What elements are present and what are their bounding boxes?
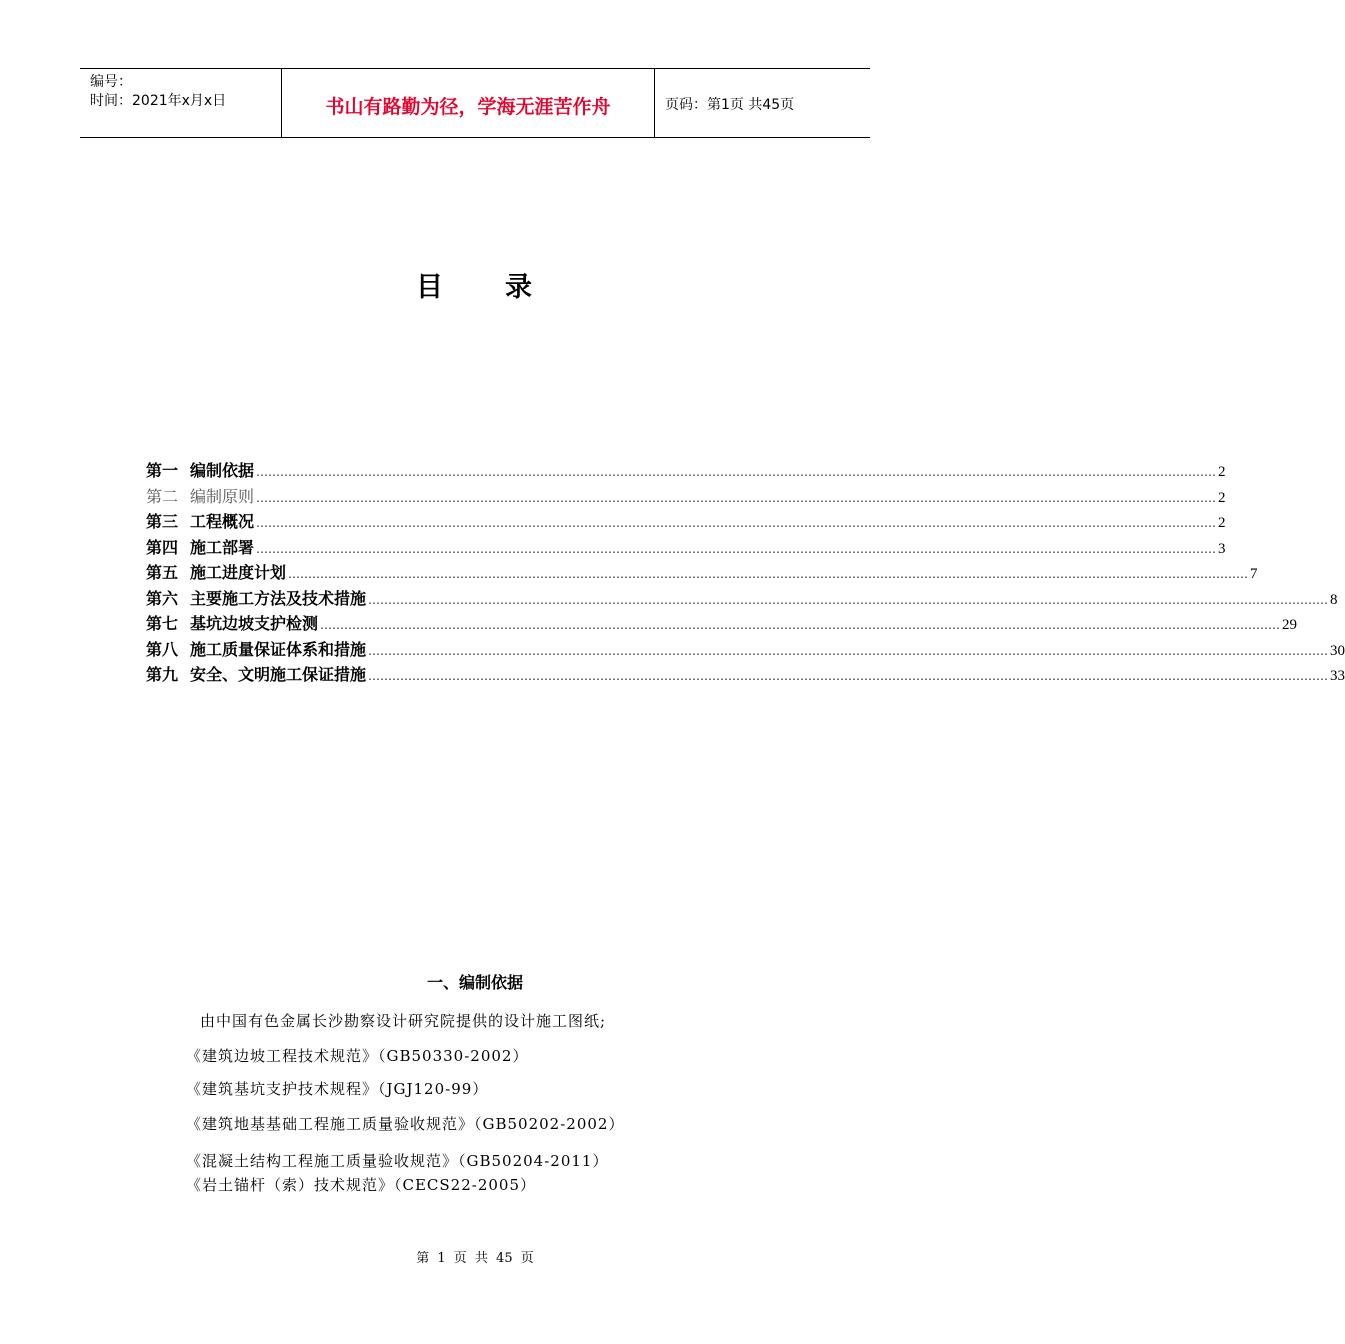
toc-entry-leader: …………………………………………………………………………………………………………………………………………………………………………………………………………………… [256, 490, 1217, 505]
header-meta [80, 69, 281, 137]
section-heading: 一、编制依据 [426, 973, 523, 992]
toc-entry-page: 29 [1282, 617, 1298, 633]
toc-entry[interactable] [146, 586, 1338, 612]
toc-entry-leader: …………………………………………………………………………………………………………………………………………………………………………………………………………………… [320, 618, 1281, 632]
section-paragraph: 《建筑边坡工程技术规范》（GB50330-2002） [186, 1047, 529, 1065]
toc-entry[interactable] [146, 535, 1226, 561]
toc-entry-chapter: 第六 [146, 588, 179, 608]
toc-title-char-1: 目 [416, 272, 445, 303]
toc-entry[interactable] [146, 458, 1226, 484]
toc-entry-leader: …………………………………………………………………………………………………………………………………………………………………………………………………………………… [256, 516, 1217, 530]
toc-entry[interactable] [146, 662, 1345, 688]
toc-entry-leader: …………………………………………………………………………………………………………………………………………………………………………………………………………………… [368, 643, 1329, 658]
toc-entry-leader: …………………………………………………………………………………………………………………………………………………………………………………………………………………… [256, 465, 1217, 479]
toc-entry-chapter: 第三 [146, 512, 179, 531]
toc-entry-label: 基坑边坡支护检测 [190, 614, 319, 633]
toc-title-char-2: 录 [505, 272, 534, 303]
toc-entry[interactable] [146, 560, 1258, 586]
toc-entry-chapter: 第八 [146, 639, 179, 659]
toc-entry-label: 施工进度计划 [190, 563, 287, 582]
toc-entry-page: 2 [1218, 489, 1226, 506]
toc-entry-label: 施工质量保证体系和措施 [190, 639, 367, 659]
toc-entry-chapter: 第二 [146, 486, 179, 506]
toc-entry[interactable] [146, 611, 1298, 637]
section-paragraph: 《岩土锚杆（索）技术规范》（CECS22-2005） [186, 1176, 537, 1194]
toc-entry-leader: …………………………………………………………………………………………………………………………………………………………………………………………………………………… [368, 592, 1329, 607]
toc-entry-label: 编制依据 [190, 461, 255, 480]
toc-entry-label: 编制原则 [190, 486, 255, 506]
toc-entry-chapter: 第五 [146, 563, 179, 582]
toc-entry-leader: …………………………………………………………………………………………………………………………………………………………………………………………………………………… [288, 567, 1249, 581]
section-paragraph: 《建筑基坑支护技术规程》（JGJ120-99） [186, 1080, 489, 1098]
toc-entry-leader: …………………………………………………………………………………………………………………………………………………………………………………………………………………… [368, 669, 1329, 683]
header-motto: 书山有路勤为径，学海无涯苦作舟 [281, 69, 655, 137]
toc-title [0, 265, 950, 304]
toc-entry-page: 30 [1330, 642, 1345, 659]
toc-entry-page: 3 [1218, 540, 1226, 557]
toc-list [146, 458, 1345, 688]
toc-entry-chapter: 第九 [146, 665, 179, 684]
toc-entry-page: 2 [1218, 515, 1226, 531]
toc-entry-chapter: 第四 [146, 537, 179, 557]
toc-entry[interactable] [146, 484, 1226, 510]
toc-entry[interactable] [146, 509, 1226, 535]
toc-entry-label: 主要施工方法及技术措施 [190, 588, 367, 608]
toc-entry-label: 工程概况 [190, 512, 255, 531]
document-header [80, 68, 870, 138]
header-page-info: 页码：第1页 共45页 [665, 97, 795, 113]
page-footer: 第 1 页 共 45 页 [416, 1251, 534, 1266]
section-paragraph: 由中国有色金属长沙勘察设计研究院提供的设计施工图纸; [200, 1012, 607, 1030]
header-time-label: 时间：2021年x月x日 [90, 93, 227, 109]
toc-entry-page: 2 [1218, 464, 1226, 480]
toc-entry-chapter: 第七 [146, 614, 179, 633]
toc-entry-page: 8 [1330, 591, 1338, 608]
toc-entry-label: 施工部署 [190, 537, 255, 557]
toc-entry[interactable] [146, 637, 1345, 663]
section-paragraph: 《建筑地基基础工程施工质量验收规范》（GB50202-2002） [186, 1115, 625, 1133]
header-number-label: 编号： [90, 74, 132, 90]
toc-entry-page: 33 [1330, 668, 1345, 684]
toc-entry-leader: …………………………………………………………………………………………………………………………………………………………………………………………………………………… [256, 541, 1217, 556]
section-paragraph: 《混凝土结构工程施工质量验收规范》（GB50204-2011） [186, 1152, 609, 1170]
toc-entry-page: 7 [1250, 566, 1258, 582]
toc-entry-chapter: 第一 [146, 461, 179, 480]
toc-entry-label: 安全、文明施工保证措施 [190, 665, 367, 684]
